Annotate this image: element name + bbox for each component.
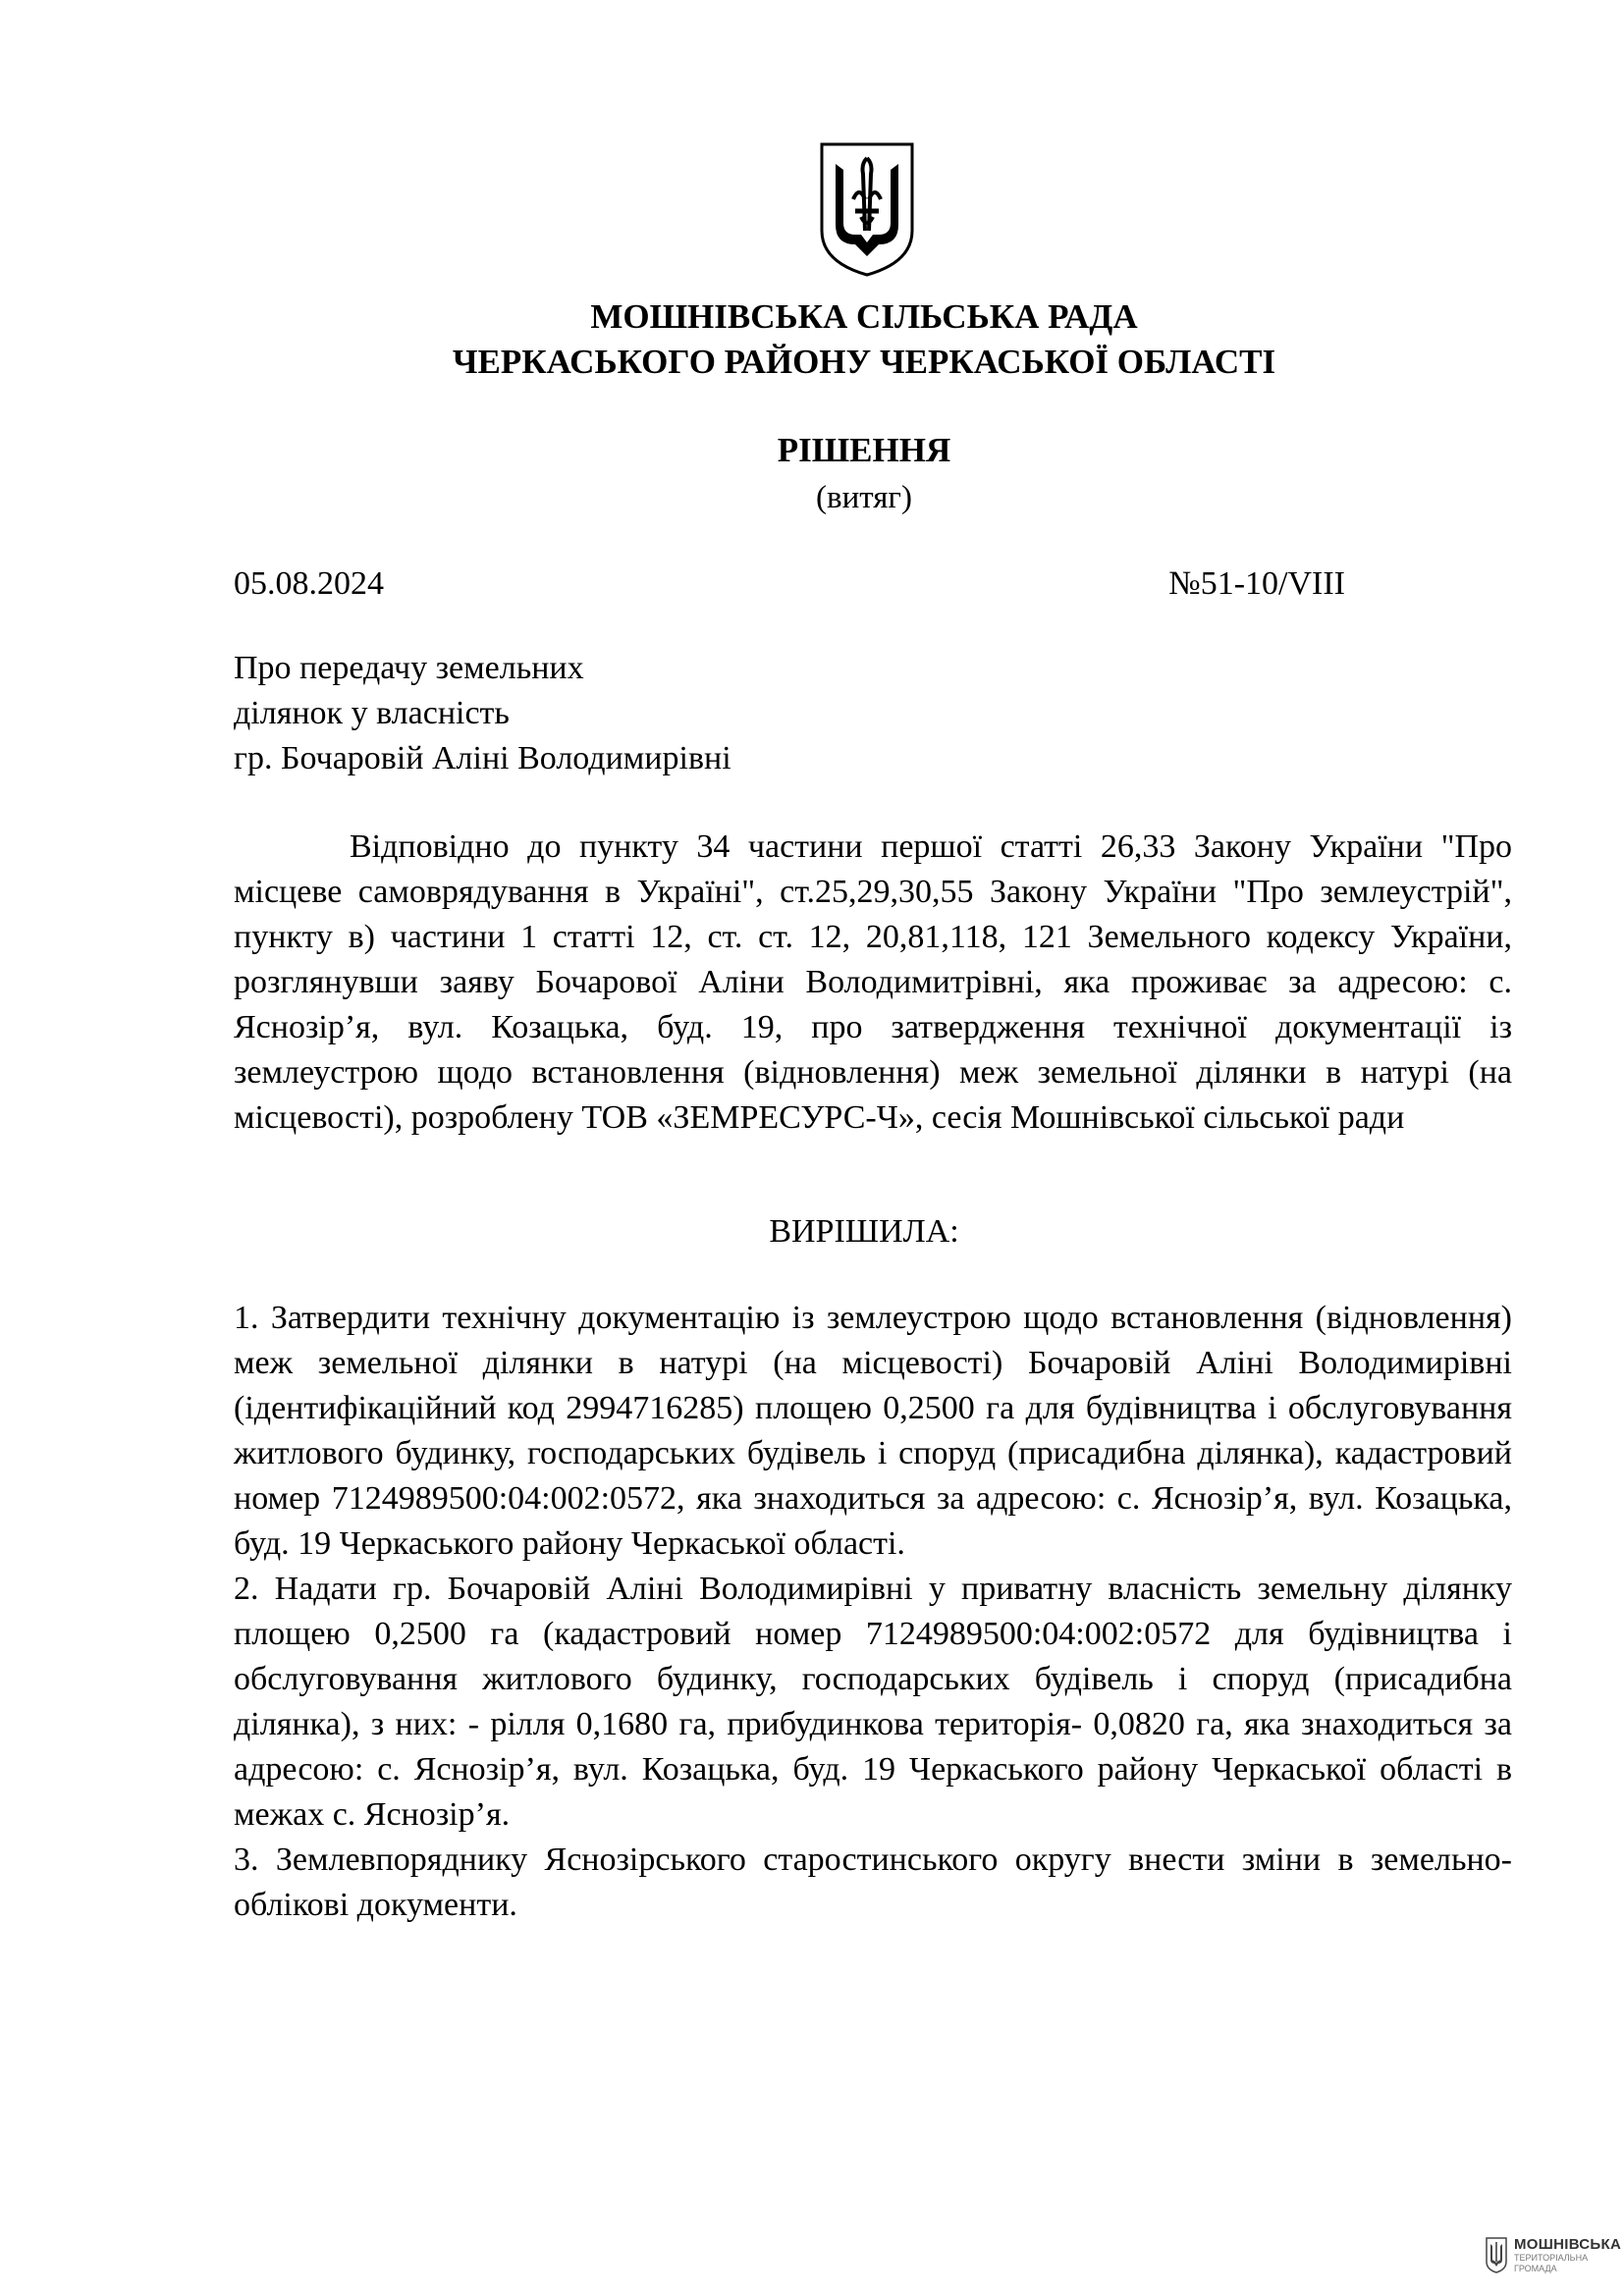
document-subtitle: (витяг) (816, 480, 912, 515)
preamble-paragraph: Відповідно до пункту 34 частини першої статті 26,33 Закону України "Про місцеве самоврядування в Україні", ст.25,29,30,55 Закону України "Про землеустрій", пункту в) частини 1 статті 12, ст. ст. 12, 20,81,118, 121 Земельного кодексу України, розглянувши заяву Бочарової Аліни Володимитрівні, яка проживає за адресою: с. Яснозір’я, вул. Козацька, буд. 19, про затвердження технічної документації із землеустрою щодо встановлення (відновлення) меж земельної ділянки в натурі (на місцевості), розроблену ТОВ «ЗЕМРЕСУРС-Ч», сесія Мошнівської сільської ради (234, 828, 1512, 1136)
subject-line3: гр. Бочаровій Аліні Володимирівні (234, 740, 731, 776)
decision-items (234, 1296, 1512, 1928)
decision-date: 05.08.2024 (234, 565, 384, 602)
council-name-line1: МОШНІВСЬКА СІЛЬСЬКА РАДА (590, 297, 1138, 336)
trident-emblem-icon (816, 140, 918, 278)
subject-line2: ділянок у власність (234, 695, 510, 731)
council-name (0, 294, 1624, 385)
logo-line3: ГРОМАДА (1514, 2264, 1557, 2273)
logo-line2: ТЕРИТОРІАЛЬНА (1514, 2253, 1589, 2263)
decision-number: №51-10/VIII (1168, 565, 1345, 602)
logo-line1: МОШНІВСЬКА (1514, 2236, 1622, 2253)
community-logo (1485, 2234, 1622, 2279)
decision-item-3: 3. Землевпоряднику Яснозірського старостинського округу внести зміни в земельно-облікові документи. (234, 1842, 1512, 1923)
document-title: РІШЕННЯ (777, 431, 951, 469)
decision-subject (234, 646, 731, 781)
resolved-heading: ВИРІШИЛА: (769, 1213, 959, 1250)
council-name-line2: ЧЕРКАСЬКОГО РАЙОНУ ЧЕРКАСЬКОЇ ОБЛАСТІ (452, 343, 1276, 381)
community-logo-icon (1485, 2236, 1508, 2273)
subject-line1: Про передачу земельних (234, 650, 584, 686)
decision-item-2: 2. Надати гр. Бочаровій Аліні Володимирівні у приватну власність земельну ділянку площею 0,2500 га (кадастровий номер 7124989500:04:002:0572 для будівництва і обслуговування житлового будинку, господарських будівель і споруд (присадибна ділянка), з них: - рілля 0,1680 га, прибудинкова територія- 0,0820 га, яка знаходиться за адресою: с. Яснозір’я, вул. Козацька, буд. 19 Черкаського району Черкаської області в межах с. Яснозір’я. (234, 1571, 1512, 1833)
decision-item-1: 1. Затвердити технічну документацію із землеустрою щодо встановлення (відновлення) меж земельної ділянки в натурі (на місцевості) Бочаровій Аліні Володимирівні (ідентифікаційний код 2994716285) площею 0,2500 га для будівництва і обслуговування житлового будинку, господарських будівель і споруд (присадибна ділянка), кадастровий номер 7124989500:04:002:0572, яка знаходиться за адресою: с. Яснозір’я, вул. Козацька, буд. 19 Черкаського району Черкаської області. (234, 1300, 1512, 1562)
